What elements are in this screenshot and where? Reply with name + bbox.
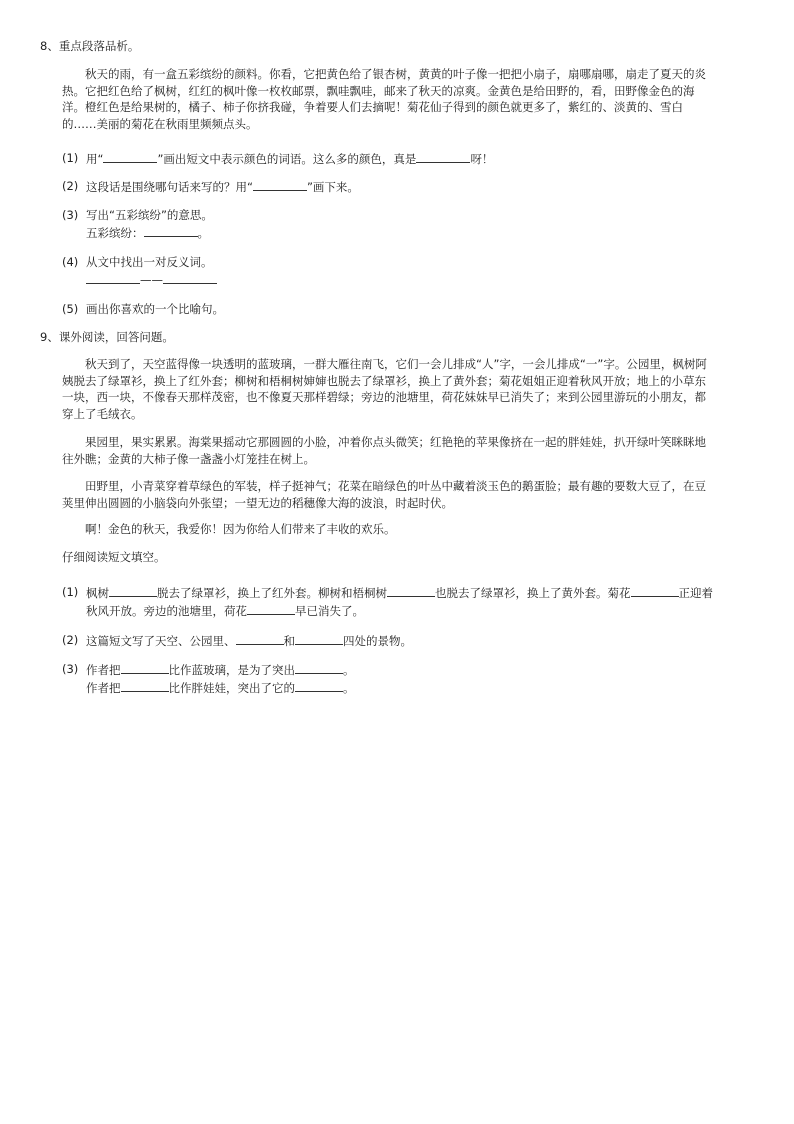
item-text: 早已消失了。 — [295, 603, 364, 618]
answer-blank[interactable] — [163, 271, 217, 284]
item-text: 。 — [343, 680, 355, 695]
q9-title: 9、课外阅读，回答问题。 — [40, 330, 174, 344]
q8-item-1 — [62, 150, 722, 168]
item-number: (5) — [62, 302, 79, 316]
q9-item-3 — [62, 661, 722, 696]
answer-blank[interactable] — [121, 679, 169, 692]
item-text: 作者把 — [86, 663, 121, 677]
q8-item-3 — [62, 207, 722, 241]
item-text: 从文中找出一对反义词。 — [86, 255, 213, 269]
q8-item-5 — [62, 301, 722, 318]
q9-instruction: 仔细阅读短文填空。 — [62, 550, 166, 564]
q9-item-1 — [62, 584, 722, 619]
answer-blank[interactable] — [295, 661, 343, 674]
answer-blank[interactable] — [295, 632, 343, 645]
answer-blank[interactable] — [109, 584, 157, 597]
answer-blank[interactable] — [103, 150, 157, 163]
item-number: (1) — [62, 585, 79, 599]
item-text: 这段话是围绕哪句话来写的？用“ — [86, 180, 253, 194]
answer-blank[interactable] — [121, 661, 169, 674]
item-text: 呀！ — [470, 152, 494, 166]
separator-dash: —— — [140, 272, 163, 287]
item-text: ”画出短文中表示颜色的词语。这么多的颜色，真是 — [157, 152, 417, 166]
item-text: 这篇短文写了天空、公园里、 — [86, 634, 236, 648]
item-text: 也脱去了绿罩衫，换上了黄外套。菊花 — [435, 586, 631, 600]
item-number: (1) — [62, 151, 79, 165]
answer-blank[interactable] — [144, 224, 198, 237]
answer-blank[interactable] — [236, 632, 284, 645]
q9-paragraph-1: 秋天到了，天空蓝得像一块透明的蓝玻璃，一群大雁往南飞，它们一会儿排成“人”字，一会儿排成“一”字。公园里，枫树阿姨脱去了绿罩衫，换上了红外套；柳树和梧桐树婶婶也脱去了绿罩衫，换上了黄外套；菊花姐姐正迎着秋风开放；地上的小草东一块，西一块，不像春天那样茂密，也不像夏天那样碧绿；旁边的池塘里，荷花妹妹早已消失了；来到公园里游玩的小朋友，都穿上了毛绒衣。 — [62, 357, 707, 421]
item-number: (2) — [62, 633, 79, 647]
item-number: (3) — [62, 662, 79, 676]
item-text: 。 — [197, 225, 209, 240]
q9-item-2 — [62, 632, 722, 650]
item-text: 比作胖娃娃，突出了它的 — [168, 680, 295, 695]
item-text: 五彩缤纷： — [86, 225, 144, 240]
q8-title: 8、重点段落品析。 — [40, 39, 140, 53]
item-text: 脱去了绿罩衫，换上了红外套。柳树和梧桐树 — [157, 586, 387, 600]
q9-paragraph-3: 田野里，小青菜穿着草绿色的军装，样子挺神气；花菜在暗绿色的叶丛中藏着淡玉色的鹅蛋脸；最有趣的要数大豆了，在豆荚里伸出圆圆的小脑袋向外张望；一望无边的稻穗像大海的波浪，时起时伏。 — [62, 479, 706, 510]
item-text: ”画下来。 — [306, 180, 359, 194]
answer-blank[interactable] — [416, 150, 470, 163]
item-text: 画出你喜欢的一个比喻句。 — [86, 302, 224, 316]
answer-blank[interactable] — [631, 584, 679, 597]
q8-item-2 — [62, 178, 722, 196]
item-text: 比作蓝玻璃，是为了突出 — [168, 663, 295, 677]
q9-paragraph-4: 啊！金色的秋天，我爱你！因为你给人们带来了丰收的欢乐。 — [85, 522, 396, 536]
item-text: 正迎着秋风开放。旁边的池塘里，荷花 — [86, 586, 713, 618]
item-text: 。 — [343, 663, 355, 677]
q8-item-4 — [62, 254, 722, 288]
item-text: 和 — [283, 634, 295, 648]
item-text: 四处的景物。 — [343, 634, 412, 648]
answer-blank[interactable] — [253, 178, 307, 191]
answer-blank[interactable] — [387, 584, 435, 597]
item-number: (4) — [62, 255, 79, 269]
answer-blank[interactable] — [247, 602, 295, 615]
item-text: 写出“五彩缤纷”的意思。 — [86, 208, 213, 222]
answer-blank[interactable] — [295, 679, 343, 692]
item-number: (3) — [62, 208, 79, 222]
item-text: 用“ — [86, 152, 104, 166]
q8-passage: 秋天的雨，有一盒五彩缤纷的颜料。你看，它把黄色给了银杏树，黄黄的叶子像一把把小扇子，扇哪扇哪，扇走了夏天的炎热。它把红色给了枫树，红红的枫叶像一枚枚邮票，飘哇飘哇，邮来了秋天的凉爽。金黄色是给田野的，看，田野像金色的海洋。橙红色是给果树的，橘子、柿子你挤我碰，争着要人们去摘呢！菊花仙子得到的颜色就更多了，紫红的、淡黄的、雪白的……美丽的菊花在秋雨里频频点头。 — [62, 67, 706, 131]
q9-paragraph-2: 果园里，果实累累。海棠果摇动它那圆圆的小脸，冲着你点头微笑；红艳艳的苹果像挤在一起的胖娃娃，扒开绿叶笑眯眯地往外瞧；金黄的大柿子像一盏盏小灯笼挂在树上。 — [62, 435, 706, 466]
item-text: 枫树 — [86, 586, 109, 600]
answer-blank[interactable] — [86, 271, 140, 284]
item-text: 作者把 — [86, 680, 121, 695]
item-number: (2) — [62, 179, 79, 193]
